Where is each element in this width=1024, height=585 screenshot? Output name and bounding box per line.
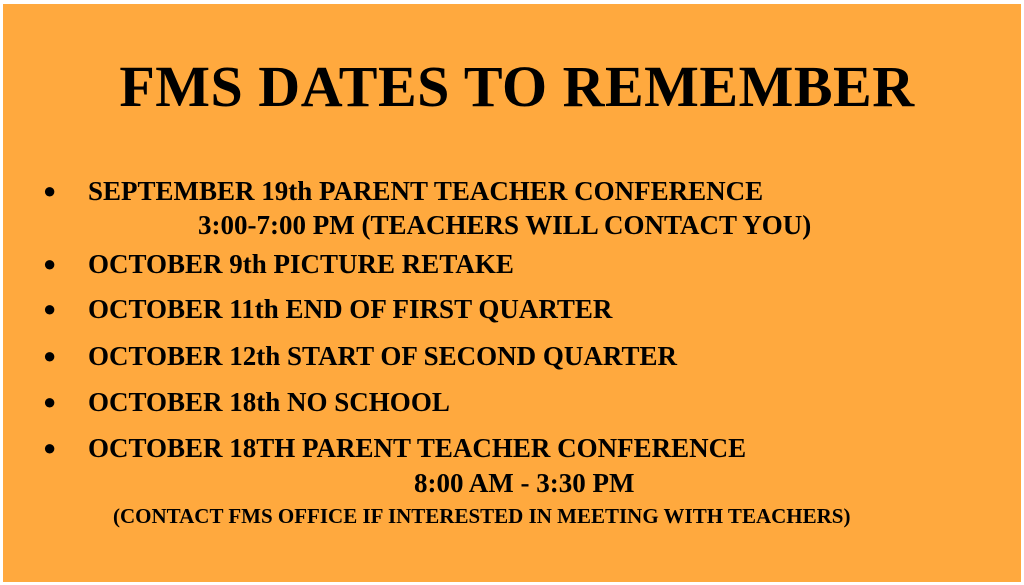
list-item-october-11: OCTOBER 11th END OF FIRST QUARTER	[88, 294, 613, 324]
list-item-september-19: SEPTEMBER 19th PARENT TEACHER CONFERENCE	[88, 176, 764, 206]
list-item-note: (CONTACT FMS OFFICE IF INTERESTED IN MEETING WITH TEACHERS)	[113, 504, 851, 528]
bullet-icon: ●	[43, 435, 57, 460]
list-item-october-12: OCTOBER 12th START OF SECOND QUARTER	[88, 341, 677, 371]
bullet-icon: ●	[43, 343, 57, 368]
bullet-icon: ●	[43, 178, 57, 203]
bullet-icon: ●	[43, 389, 57, 414]
list-item-october-18: OCTOBER 18th NO SCHOOL	[88, 387, 450, 417]
list-item-detail-time: 8:00 AM - 3:30 PM	[414, 468, 635, 498]
bullet-icon: ●	[43, 251, 57, 276]
announcement-slide	[3, 4, 1021, 582]
list-item-october-9: OCTOBER 9th PICTURE RETAKE	[88, 249, 514, 279]
bullet-icon: ●	[43, 296, 57, 321]
list-item-october-18-conference: OCTOBER 18TH PARENT TEACHER CONFERENCE	[88, 433, 747, 463]
list-item-detail-time: 3:00-7:00 PM (TEACHERS WILL CONTACT YOU)	[198, 210, 812, 240]
page-title: FMS DATES TO REMEMBER	[119, 54, 915, 119]
